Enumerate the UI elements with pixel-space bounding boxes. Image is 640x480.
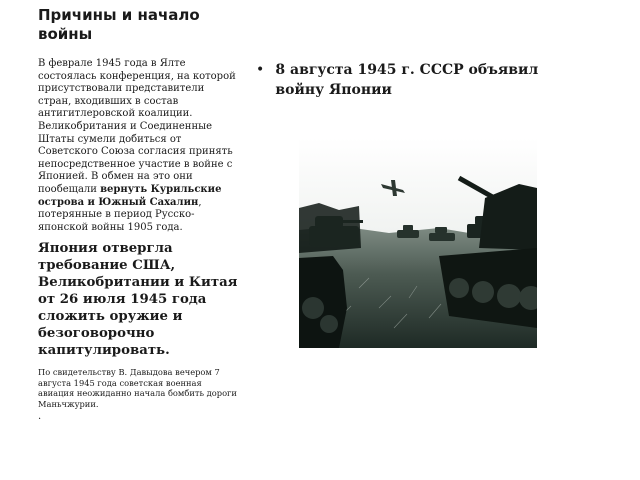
yalta-text-end: , потерянные в период Русско-японской войны 1905 года.: [38, 196, 202, 233]
tank-photo-icon: [299, 138, 537, 348]
declaration-text: 8 августа 1945 г. СССР объявил войну Японии: [275, 62, 539, 98]
tank-front: [299, 256, 347, 348]
declaration-bullet: [256, 60, 586, 100]
bullet-dot: •: [256, 62, 265, 78]
trailing-dot: .: [38, 411, 42, 423]
tank-left: [309, 216, 363, 246]
tank-photo: [299, 138, 537, 348]
japan-rejection-paragraph: Япония отвергла требование США, Великобритании и Китая от 26 июля 1945 года сложить оружие и безоговорочно капитулировать.: [38, 241, 238, 359]
slide-title: Причины и начало войны: [38, 6, 200, 43]
davydov-paragraph: По свидетельству В. Давыдова вечером 7 августа 1945 года советская военная авиация неожиданно начала бомбить дороги Маньчжурии.: [38, 367, 237, 409]
yalta-paragraph: [38, 58, 238, 234]
yalta-text-bold: вернуть Курильские острова и Южный Сахалин: [38, 183, 222, 208]
left-text-column: [38, 58, 238, 423]
yalta-text-start: В феврале 1945 года в Ялте состоялась конференция, на которой присутствовали представители стран, входивших в состав антигитлеровской коалиции. Великобритания и Соединенные Штаты сумели добиться от Советского Союза согласия принять непосредственное участие в войне с Японией. В обмен на это они пообещали: [38, 58, 236, 195]
